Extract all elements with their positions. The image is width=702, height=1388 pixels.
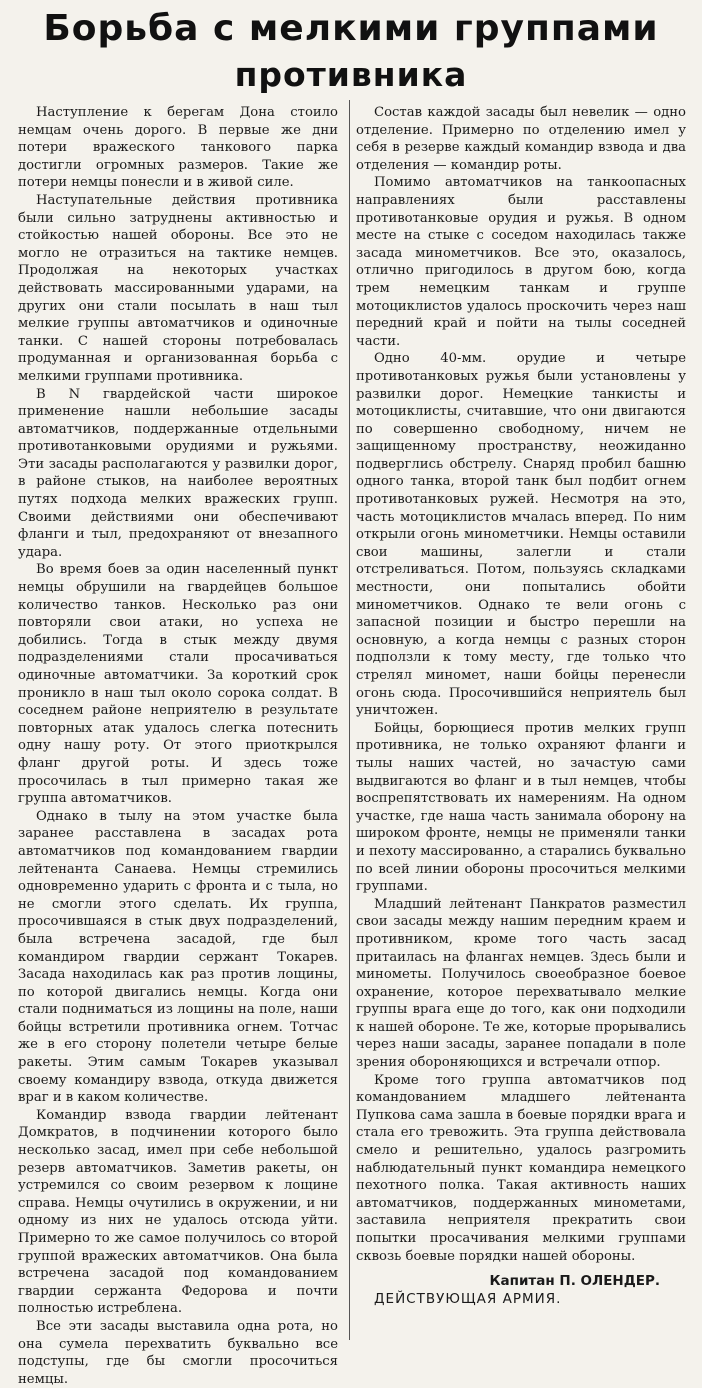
article-paragraph: Однако в тылу на этом участке была заранее расставлена в засадах рота автоматчиков под командованием гвардии лейтенанта Санаева. Немцы стремились одновременно ударить с фронта и с тыла, но не смогли этого сделать. Их группа, просочившаяся в стык двух подразделений, была встречена засадой, где был командиром гвардии сержант Токарев. Засада находилась как раз против лощины, по которой двигались немцы. Когда они стали подниматься из лощины на поле, наши бойцы встретили противника огнем. Тотчас же в его сторону полетели четыре белые ракеты. Этим самым Токарев указывал своему командиру взвода, откуда движется враг и в каком количестве. (18, 808, 338, 1106)
article-paragraph: Все эти засады выставила одна рота, но она сумела перехватить буквально все подступы, где бы смогли просочиться немцы. (18, 1318, 338, 1387)
article-paragraph: Наступательные действия противника были сильно затруднены активностью и стойкостью нашей обороны. Все это не могло не отразиться на тактике немцев. Продолжая на некоторых участках действовать массированными ударами, на других они стали посылать в наш тыл мелкие группы автоматчиков и одиночные танки. С нашей стороны потребовалась продуманная и организованная борьба с мелкими группами противника. (18, 192, 338, 384)
article-paragraph: Помимо автоматчиков на танкоопасных направлениях были расставлены противотанковые орудия и ружья. В одном месте на стыке с соседом находилась также засада минометчиков. Все это, оказалось, отлично пригодилось в другом бою, когда трем немецким танкам и группе мотоциклистов удалось проскочить через наш передний край и пойти на тылы соседней части. (356, 175, 686, 349)
dateline: ДЕЙСТВУЮЩАЯ АРМИЯ. (374, 1290, 562, 1307)
article-paragraph: Командир взвода гвардии лейтенант Домкратов, в подчинении которого было несколько засад, имел при себе небольшой резерв автоматчиков. Заметив ракеты, он устремился со своим резервом к лощине справа. Немцы очутились в окружении, и ни одному из них не удалось отсюда уйти. Примерно то же самое получилось со второй группой вражеских автоматчиков. Она была встречена засадой под командованием гвардии сержанта Федорова и почти полностью истреблена. (18, 1107, 338, 1317)
article-paragraph: Наступление к берегам Дона стоило немцам очень дорого. В первые же дни потери вражеского танкового парка достигли огромных размеров. Такие же потери немцы понесли и в живой силе. (18, 105, 338, 191)
author-signature: Капитан П. ОЛЕНДЕР. (489, 1273, 660, 1290)
headline-line-2: противника (234, 55, 468, 94)
article-paragraph: Одно 40-мм. орудие и четыре противотанковых ружья были установлены у развилки дорог. Немецкие танкисты и мотоциклисты, считавшие, что они двигаются по совершенно свободному, ничем не защищенному пространству, неожиданно подверглись обстрелу. Снаряд пробил башню одного танка, второй танк был подбит огнем противотанковых ружей. Несмотря на это, часть мотоциклистов мчалась вперед. По ним открыли огонь минометчики. Немцы оставили свои машины, залегли и стали отстреливаться. Потом, пользуясь складками местности, они попытались обойти минометчиков. Однако те вели огонь с запасной позиции и быстро перешли на основную, а когда немцы с разных сторон подползли к тому месту, где только что стрелял миномет, наши бойцы перенесли огонь сюда. Просочившийся неприятель был уничтожен. (356, 351, 686, 719)
article-paragraph: Состав каждой засады был невелик — одно отделение. Примерно по отделению имел у себя в резерве каждый командир взвода и два отделения — командир роты. (356, 105, 686, 173)
article-paragraph: В N гвардейской части широкое применение нашли небольшие засады автоматчиков, поддержанные отдельными противотанковыми орудиями и ружьями. Эти засады располагаются у развилки дорог, в районе стыков, на наиболее вероятных путях подхода мелких вражеских групп. Своими действиями они обеспечивают фланги и тыл, предохраняют от внезапного удара. (18, 386, 338, 560)
article-paragraph: Младший лейтенант Панкратов разместил свои засады между нашим передним краем и противником, кроме того часть засад притаилась на флангах немцев. Здесь были и минометы. Получилось своеобразное боевое охранение, которое перехватывало мелкие группы врага еще до того, как они подходили к нашей обороне. Те же, которые прорывались через наши засады, заранее попадали в поле зрения обороняющихся и встречали отпор. (356, 896, 686, 1071)
article-paragraph: Кроме того группа автоматчиков под командованием младшего лейтенанта Пупкова сама зашла в боевые порядки врага и стала его тревожить. Эта группа действовала смело и решительно, удалось разгромить наблюдательный пункт командира немецкого пехотного полка. Такая активность наших автоматчиков, поддержанных минометами, заставила неприятеля прекратить свои попытки просачивания мелкими группами сквозь боевые порядки нашей обороны. (356, 1072, 686, 1264)
article-paragraph: Во время боев за один населенный пункт немцы обрушили на гвардейцев большое количество танков. Несколько раз они повторяли свои атаки, но успеха не добились. Тогда в стык между двумя подразделениями стали просачиваться одиночные автоматчики. За короткий срок проникло в наш тыл около сорока солдат. В соседнем районе неприятелю в результате повторных атак удалось слегка потеснить одну нашу роту. От этого приоткрылся фланг другой роты. И здесь тоже просочилась в тыл примерно такая же группа автоматчиков. (18, 562, 338, 807)
column-divider (349, 100, 350, 1340)
article-column-right (356, 104, 686, 1308)
article-paragraph: Бойцы, борющиеся против мелких групп противника, не только охраняют фланги и тылы наших частей, но зачастую сами выдвигаются во фланг и в тыл немцев, чтобы воспрепятствовать их намерениям. На одном участке, где наша часть занимала оборону на широком фронте, немцы не применяли танки и пехоту массированно, а старались буквально по всей линии обороны просочиться мелкими группами. (356, 720, 686, 895)
headline-line-1: Борьба с мелкими группами (43, 8, 659, 49)
article-column-left (18, 104, 344, 1388)
